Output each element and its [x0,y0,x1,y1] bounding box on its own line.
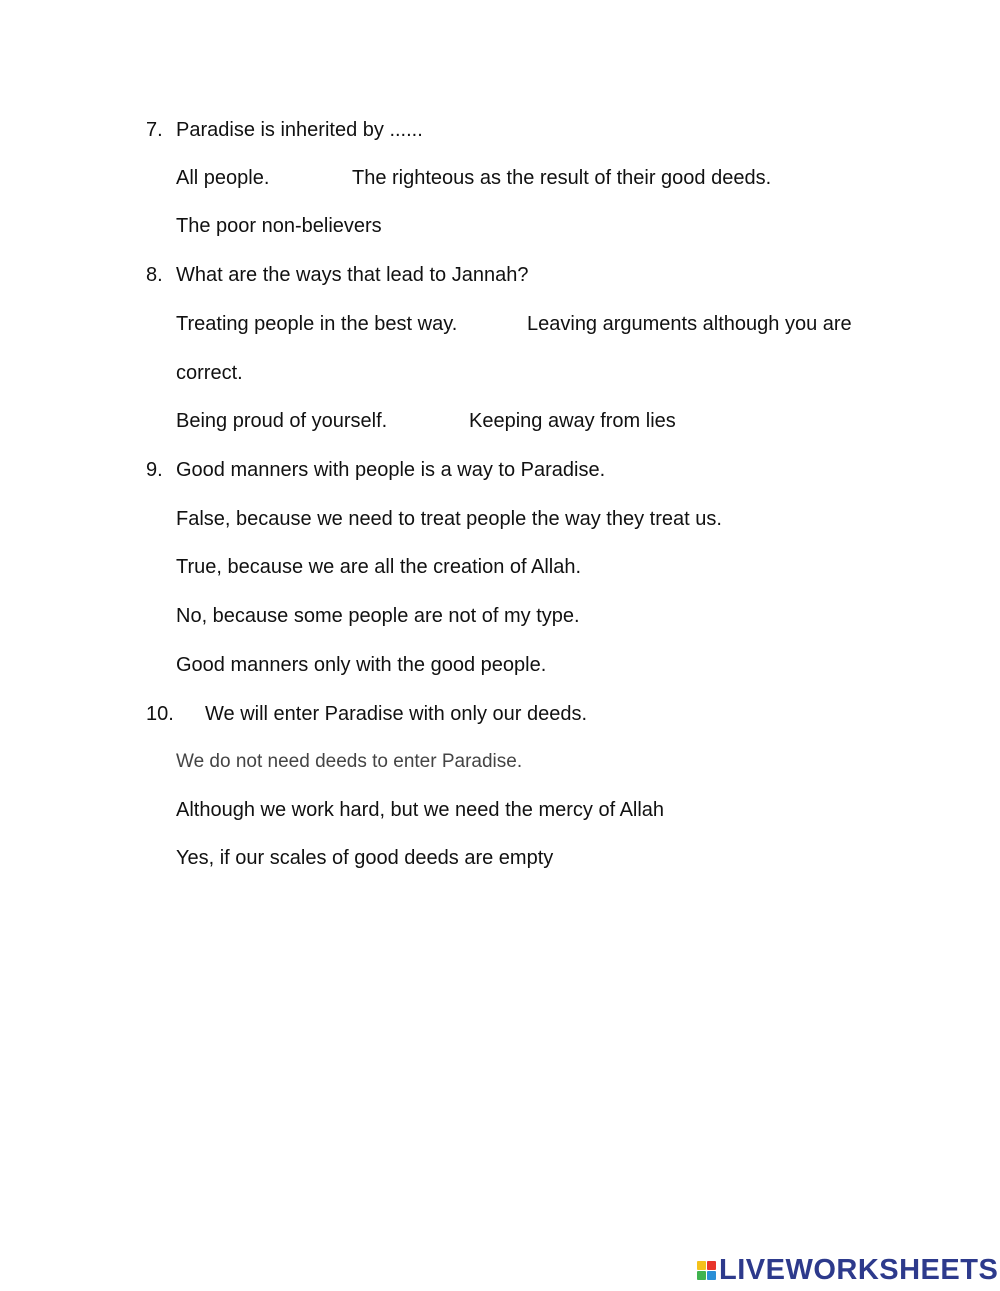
question-number: 10. [146,703,174,725]
answer-option[interactable]: All people. [176,167,270,189]
answer-option[interactable]: Treating people in the best way. [176,313,458,335]
answer-option[interactable]: Being proud of yourself. [176,410,388,432]
question-number: 8. [146,264,163,286]
answer-option[interactable]: No, because some people are not of my type. [176,605,580,627]
brand-name: LIVEWORKSHEETS [719,1254,999,1286]
answer-option-continuation[interactable]: correct. [176,362,243,384]
answer-option[interactable]: The poor non-believers [176,215,382,237]
brand-mark-square [697,1271,706,1280]
question-number: 9. [146,459,163,481]
answer-option[interactable]: Leaving arguments although you are [527,313,852,335]
question-text: We will enter Paradise with only our deeds. [205,703,588,725]
answer-option[interactable]: The righteous as the result of their good deeds. [352,167,772,189]
answer-option[interactable]: We do not need deeds to enter Paradise. [176,751,523,772]
brand-mark-icon [697,1261,716,1280]
brand-mark-square [697,1261,706,1270]
answer-option[interactable]: Good manners only with the good people. [176,654,547,676]
answer-option[interactable]: Although we work hard, but we need the mercy of Allah [176,799,665,821]
answer-option[interactable]: False, because we need to treat people the way they treat us. [176,508,722,530]
answer-option[interactable]: True, because we are all the creation of Allah. [176,556,582,578]
answer-option[interactable]: Yes, if our scales of good deeds are empty [176,847,554,869]
question-number: 7. [146,119,163,141]
question-text: Good manners with people is a way to Paradise. [176,459,606,481]
brand-mark-square [707,1261,716,1270]
liveworksheets-logo [697,1255,998,1285]
answer-option[interactable]: Keeping away from lies [469,410,676,432]
brand-mark-square [707,1271,716,1280]
question-text: Paradise is inherited by ...... [176,119,423,141]
question-text: What are the ways that lead to Jannah? [176,264,529,286]
